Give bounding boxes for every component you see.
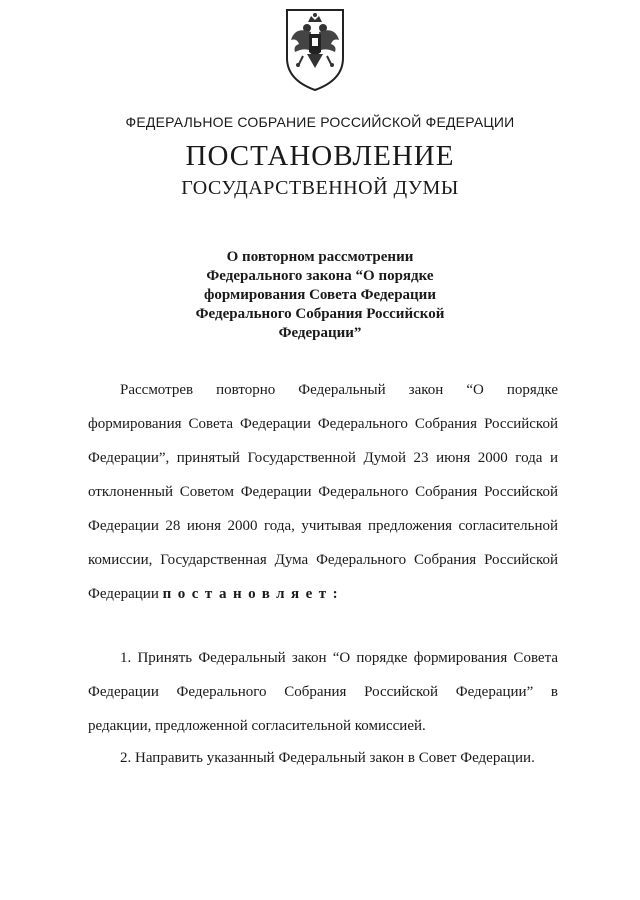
paragraph-line: Рассмотрев повторно Федеральный закон “О порядке: [120, 382, 558, 398]
paragraph-line-decree: [88, 586, 558, 603]
document-subtitle: ГОСУДАРСТВЕННОЙ ДУМЫ: [181, 177, 459, 199]
document-title: ПОСТАНОВЛЕНИЕ: [185, 140, 455, 172]
paragraph-line: Федерации”, принятый Государственной Думой 23 июня 2000 года и: [88, 450, 558, 466]
paragraph-line: Федерации 28 июня 2000 года, учитывая предложения согласительной: [88, 518, 558, 534]
coat-of-arms-icon: [277, 6, 353, 92]
item-line: Федерации Федерального Собрания Российской Федерации” в: [88, 684, 558, 700]
item-line: редакции, предложенной согласительной комиссией.: [88, 718, 426, 734]
heading-line: Федерального закона “О порядке: [206, 268, 434, 284]
heading-line: О повторном рассмотрении: [226, 249, 414, 265]
item-line: 1. Принять Федеральный закон “О порядке формирования Совета: [120, 650, 558, 666]
heading-line: Федерального Собрания Российской: [195, 306, 445, 322]
organization-name: ФЕДЕРАЛЬНОЕ СОБРАНИЕ РОССИЙСКОЙ ФЕДЕРАЦИИ: [125, 114, 515, 130]
decree-word: постановляет:: [162, 586, 345, 602]
document-heading: [150, 248, 490, 343]
item-line: 2. Направить указанный Федеральный закон в Совет Федерации.: [120, 750, 535, 766]
paragraph-line: отклоненный Советом Федерации Федерального Собрания Российской: [88, 484, 558, 500]
heading-line: формирования Совета Федерации: [204, 287, 436, 303]
paragraph-line: комиссии, Государственная Дума Федерального Собрания Российской: [88, 552, 558, 568]
paragraph-text: Федерации: [88, 586, 159, 602]
heading-line: Федерации”: [278, 325, 362, 341]
paragraph-line: формирования Совета Федерации Федерального Собрания Российской: [88, 416, 558, 432]
